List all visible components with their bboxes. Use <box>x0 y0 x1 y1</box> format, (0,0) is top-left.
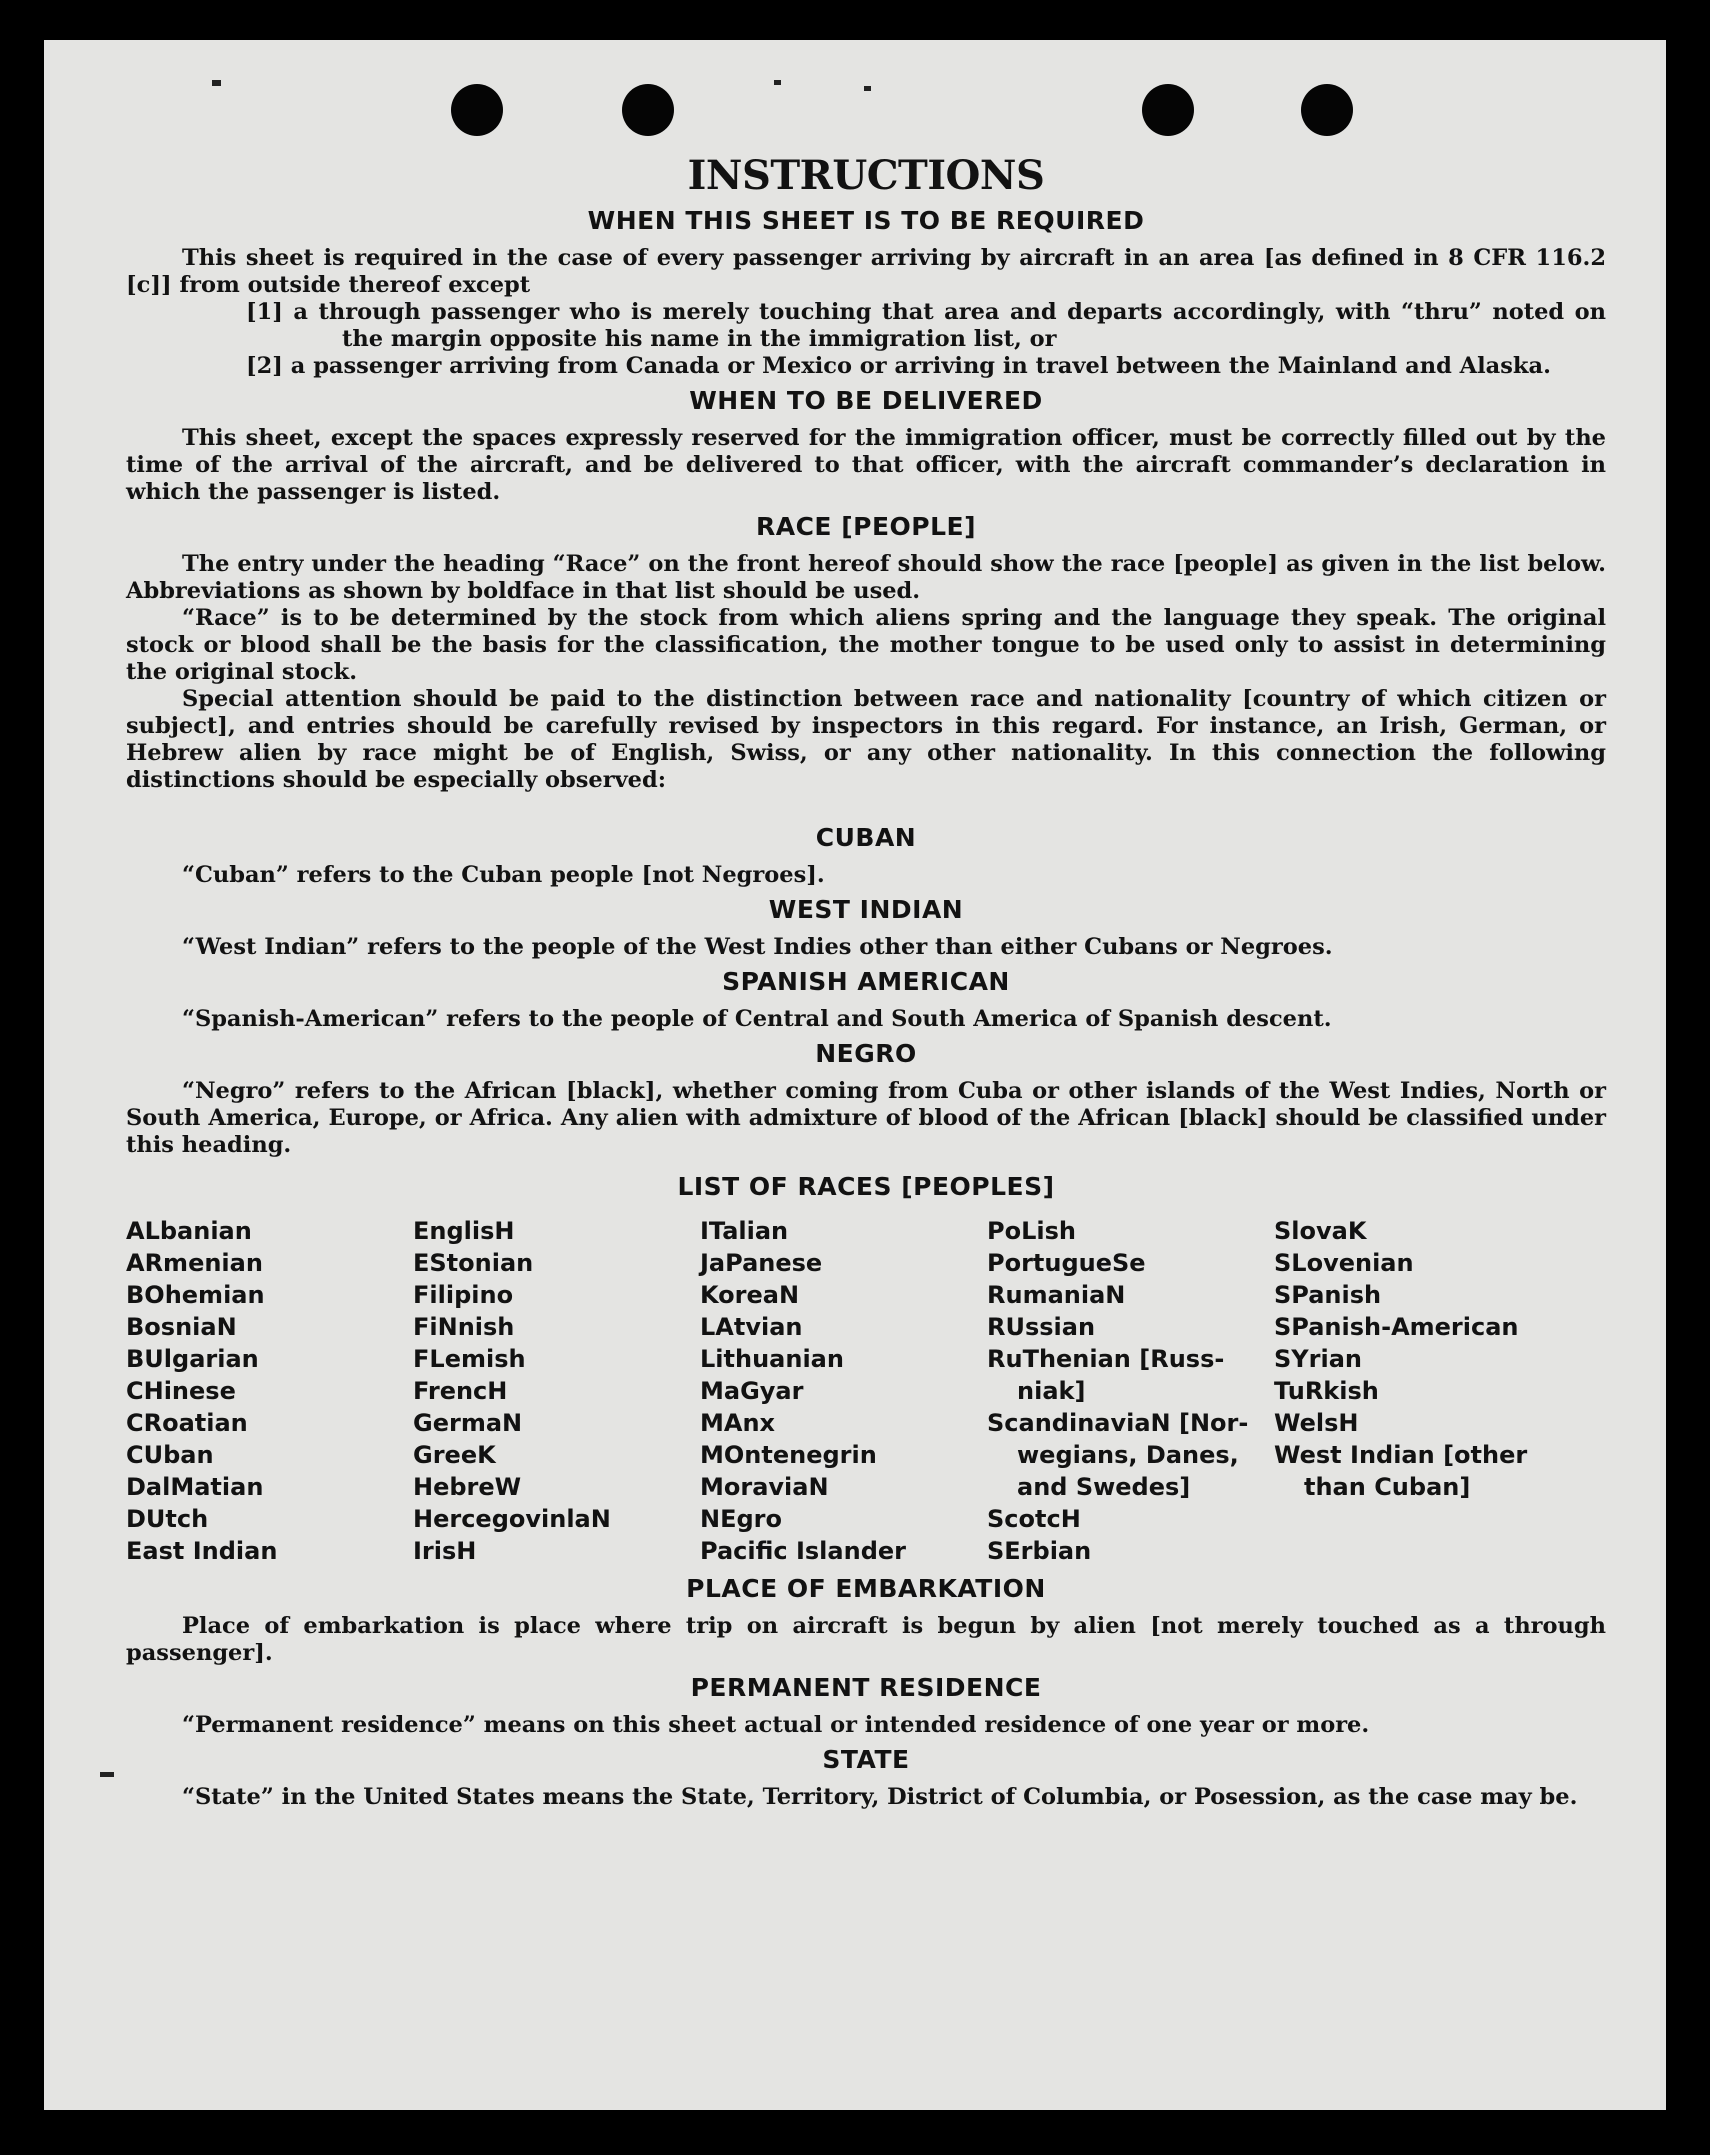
race-item: SlovaK <box>1274 1217 1367 1245</box>
scan-speck <box>212 80 221 86</box>
race-item: RumaniaN <box>987 1281 1126 1309</box>
race-item: SPanish-American <box>1274 1313 1519 1341</box>
race-item: MaGyar <box>700 1377 804 1405</box>
section-heading-when-required: WHEN THIS SHEET IS TO BE REQUIRED <box>587 206 1145 235</box>
race-item: SLovenian <box>1274 1249 1414 1277</box>
races-list <box>126 1215 1606 1567</box>
scan-speck <box>864 86 871 91</box>
race-item: DalMatian <box>126 1473 264 1501</box>
race-item: IrisH <box>413 1537 477 1565</box>
punch-hole <box>622 84 674 136</box>
race-item: MAnx <box>700 1409 776 1437</box>
when-required-intro: This sheet is required in the case of every passenger arriving by aircraft in an area [as defined in 8 CFR 116.2 [c]] from outside thereof except <box>126 245 1606 298</box>
exception-item-2: [2] a passenger arriving from Canada or Mexico or arriving in travel between the Mainland and Alaska. <box>246 353 1551 379</box>
race-item: MOntenegrin <box>700 1441 877 1469</box>
state-text: “State” in the United States means the State, Territory, District of Columbia, or Posession, as the case may be. <box>182 1784 1578 1810</box>
race-item: EStonian <box>413 1249 534 1277</box>
section-heading-embarkation: PLACE OF EMBARKATION <box>686 1574 1046 1603</box>
race-item: CRoatian <box>126 1409 248 1437</box>
race-item: ScotcH <box>987 1505 1081 1533</box>
race-item: than Cuban] <box>1304 1473 1471 1501</box>
race-item: WelsH <box>1274 1409 1359 1437</box>
race-item: DUtch <box>126 1505 209 1533</box>
exception-item-1: [1] a through passenger who is merely touching that area and departs accordingly, with “thru” noted on the margin opposite his name in the immigration list, or <box>246 299 1606 352</box>
section-heading-residence: PERMANENT RESIDENCE <box>690 1673 1042 1702</box>
race-item: East Indian <box>126 1537 278 1565</box>
race-item: wegians, Danes, <box>1017 1441 1239 1469</box>
section-heading-state: STATE <box>822 1745 910 1774</box>
race-item: Lithuanian <box>700 1345 844 1373</box>
races-column-3 <box>700 1215 987 1567</box>
race-paragraph-2: “Race” is to be determined by the stock from which aliens spring and the language they speak. The original stock or blood shall be the basis for the classification, the mother tongue to be used only to assist in determining the original stock. <box>126 605 1606 685</box>
section-heading-negro: NEGRO <box>815 1039 917 1068</box>
race-item: ScandinaviaN [Nor- <box>987 1409 1249 1437</box>
race-item: Filipino <box>413 1281 514 1309</box>
race-item: GreeK <box>413 1441 496 1469</box>
races-column-1 <box>126 1215 413 1567</box>
when-delivered-text: This sheet, except the spaces expressly reserved for the immigration officer, must be correctly filled out by the time of the arrival of the aircraft, and be delivered to that officer, with the aircraft commander’s declaration in which the passenger is listed. <box>126 425 1606 505</box>
punch-hole <box>1301 84 1353 136</box>
race-item: TuRkish <box>1274 1377 1379 1405</box>
scan-speck <box>774 80 781 85</box>
races-column-2 <box>413 1215 700 1567</box>
instructions-content <box>126 152 1606 1811</box>
race-item: EnglisH <box>413 1217 515 1245</box>
race-item: FrencH <box>413 1377 508 1405</box>
race-item: BOhemian <box>126 1281 265 1309</box>
race-item: BUlgarian <box>126 1345 259 1373</box>
spanish-american-text: “Spanish-American” refers to the people of Central and South America of Spanish descent. <box>182 1006 1332 1032</box>
section-heading-cuban: CUBAN <box>815 823 917 852</box>
race-item: CUban <box>126 1441 214 1469</box>
punch-hole <box>1142 84 1194 136</box>
race-item: ARmenian <box>126 1249 263 1277</box>
race-item: HebreW <box>413 1473 522 1501</box>
race-item: MoraviaN <box>700 1473 829 1501</box>
race-item: PortugueSe <box>987 1249 1146 1277</box>
race-item: West Indian [other <box>1274 1441 1528 1469</box>
race-paragraph-3: Special attention should be paid to the distinction between race and nationality [country of which citizen or subject], and entries should be carefully revised by inspectors in this regard. For instance, an Irish, German, or Hebrew alien by race might be of English, Swiss, or any other nationality. In this connection the following distinctions should be especially observed: <box>126 686 1606 793</box>
residence-text: “Permanent residence” means on this sheet actual or intended residence of one year or more. <box>182 1712 1370 1738</box>
race-item: RuThenian [Russ- <box>987 1345 1225 1373</box>
race-item: and Swedes] <box>1017 1473 1191 1501</box>
race-item: CHinese <box>126 1377 236 1405</box>
race-item: PoLish <box>987 1217 1076 1245</box>
race-item: BosniaN <box>126 1313 237 1341</box>
race-paragraph-1: The entry under the heading “Race” on the front hereof should show the race [people] as given in the list below. Abbreviations as shown by boldface in that list should be used. <box>126 551 1606 604</box>
race-item: SErbian <box>987 1537 1092 1565</box>
race-item: KoreaN <box>700 1281 800 1309</box>
page-title: INSTRUCTIONS <box>687 152 1045 199</box>
race-item: JaPanese <box>700 1249 823 1277</box>
race-item: LAtvian <box>700 1313 803 1341</box>
race-item: niak] <box>1017 1377 1086 1405</box>
races-column-4 <box>987 1215 1274 1567</box>
race-item: RUssian <box>987 1313 1096 1341</box>
section-heading-list-of-races: LIST OF RACES [PEOPLES] <box>677 1172 1055 1201</box>
section-heading-when-delivered: WHEN TO BE DELIVERED <box>689 386 1043 415</box>
race-item: ALbanian <box>126 1217 252 1245</box>
scan-speck <box>100 1772 114 1777</box>
section-heading-race: RACE [PEOPLE] <box>755 512 977 541</box>
cuban-text: “Cuban” refers to the Cuban people [not Negroes]. <box>182 862 825 888</box>
race-item: SPanish <box>1274 1281 1382 1309</box>
race-item: FLemish <box>413 1345 526 1373</box>
punch-hole <box>451 84 503 136</box>
section-heading-west-indian: WEST INDIAN <box>768 895 964 924</box>
section-heading-spanish-american: SPANISH AMERICAN <box>722 967 1010 996</box>
race-item: GermaN <box>413 1409 523 1437</box>
races-column-5 <box>1274 1215 1561 1567</box>
document-page <box>44 40 1666 2110</box>
race-item: NEgro <box>700 1505 782 1533</box>
west-indian-text: “West Indian” refers to the people of the West Indies other than either Cubans or Negroes. <box>182 934 1333 960</box>
embarkation-text: Place of embarkation is place where trip on aircraft is begun by alien [not merely touched as a through passenger]. <box>126 1613 1606 1666</box>
race-item: SYrian <box>1274 1345 1363 1373</box>
race-item: HercegovinlaN <box>413 1505 611 1533</box>
race-item: Pacific Islander <box>700 1537 906 1565</box>
negro-text: “Negro” refers to the African [black], whether coming from Cuba or other islands of the West Indies, North or South America, Europe, or Africa. Any alien with admixture of blood of the African [black] should be classified under this heading. <box>126 1078 1606 1158</box>
race-item: ITalian <box>700 1217 789 1245</box>
race-item: FiNnish <box>413 1313 515 1341</box>
